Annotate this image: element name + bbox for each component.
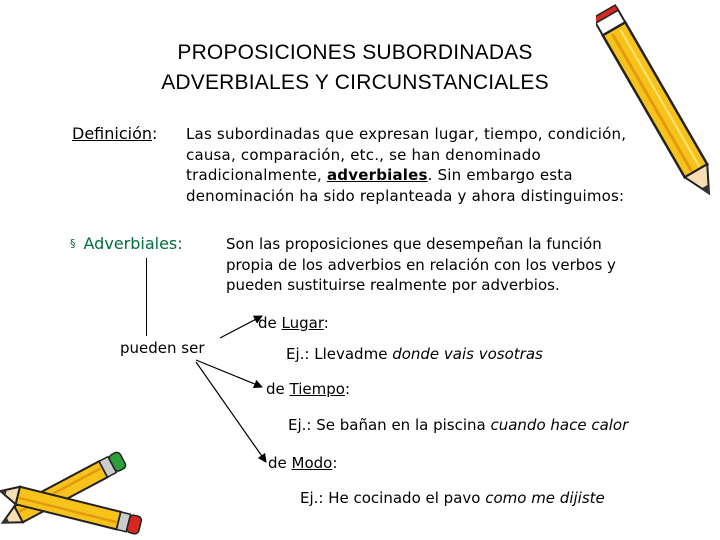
crossed-pencils-icon xyxy=(0,428,150,540)
definition-label-text: Definición xyxy=(72,124,152,143)
pueden-ser-label: pueden ser xyxy=(120,339,205,357)
modo-word: Modo xyxy=(291,454,333,472)
lugar-example-pre: Ej.: Llevadme xyxy=(286,345,393,363)
modo-pre: de xyxy=(268,454,292,472)
definition-line-3-post: . Sin embargo esta xyxy=(427,166,573,184)
adverbiales-line-3: pueden sustituirse realmente por adverbios. xyxy=(226,276,560,294)
lugar-word: Lugar xyxy=(281,314,324,332)
lugar-post: : xyxy=(323,314,329,332)
title-line-1: PROPOSICIONES SUBORDINADAS xyxy=(177,41,533,64)
modo-example xyxy=(300,489,605,507)
definition-line-1: Las subordinadas que expresan lugar, tiempo, condición, xyxy=(186,125,627,143)
bullet-icon: § xyxy=(70,237,76,250)
arrow-to-tiempo xyxy=(196,360,262,387)
lugar-example-italic: donde vais vosotras xyxy=(392,345,543,363)
adverbiales-line-2: propia de los adverbios en relación con los verbos y xyxy=(226,255,616,274)
lugar-pre: de xyxy=(258,314,282,332)
modo-example-italic: como me dijiste xyxy=(485,489,605,507)
definition-colon: : xyxy=(152,124,158,143)
definition-line-3-pre: tradicionalmente, xyxy=(186,166,327,184)
tiempo-heading xyxy=(266,380,350,398)
modo-heading xyxy=(268,454,337,472)
tiempo-example-pre: Ej.: Se bañan en la piscina xyxy=(288,416,491,434)
arrow-to-modo xyxy=(196,362,266,462)
lugar-example xyxy=(286,345,543,363)
tiempo-post: : xyxy=(344,380,351,398)
tiempo-word: Tiempo xyxy=(289,380,345,398)
tiempo-pre: de xyxy=(266,380,290,398)
tiempo-example-italic: cuando hace calor xyxy=(490,416,629,434)
tiempo-example xyxy=(288,416,628,434)
arrow-to-lugar xyxy=(220,316,262,338)
modo-example-pre: Ej.: He cocinado el pavo xyxy=(300,489,486,507)
definition-line-4: denominación ha sido replanteada y ahora distinguimos: xyxy=(186,186,625,205)
adverbiales-line-1: Son las proposiciones que desempeñan la función xyxy=(226,235,602,253)
pencil-icon xyxy=(596,0,720,215)
lugar-heading xyxy=(258,314,329,332)
adverbiales-label: Adverbiales: xyxy=(83,234,183,253)
adverbiales-keyword: adverbiales xyxy=(326,166,428,184)
title-line-2: ADVERBIALES Y CIRCUNSTANCIALES xyxy=(161,71,549,94)
modo-post: : xyxy=(332,454,338,472)
definition-line-2: causa, comparación, etc., se han denominado xyxy=(186,145,541,164)
